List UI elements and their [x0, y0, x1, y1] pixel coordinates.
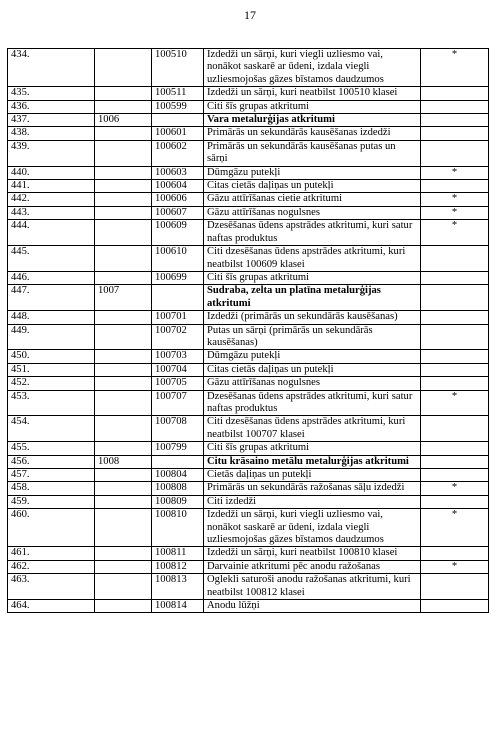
group-code-cell	[95, 246, 152, 272]
row-number-cell: 438.	[8, 127, 95, 140]
group-code-cell: 1008	[95, 455, 152, 468]
table-row	[8, 114, 489, 127]
hazard-mark-cell: *	[421, 390, 489, 416]
hazard-mark-cell	[421, 324, 489, 350]
waste-name-cell: Izdedži (primārās un sekundārās kausēšanas)	[204, 311, 421, 324]
waste-code-cell: 100811	[152, 547, 204, 560]
waste-code-cell: 100799	[152, 442, 204, 455]
row-number-cell: 451.	[8, 363, 95, 376]
waste-code-cell	[152, 455, 204, 468]
waste-code-cell: 100814	[152, 600, 204, 613]
waste-name-cell: Gāzu attīrīšanas nogulsnes	[204, 377, 421, 390]
hazard-mark-cell: *	[421, 220, 489, 246]
waste-name-cell: Primārās un sekundārās ražošanas sāļu izdedži	[204, 482, 421, 495]
table-row	[8, 509, 489, 547]
hazard-mark-cell	[421, 140, 489, 166]
group-code-cell	[95, 166, 152, 179]
group-code-cell	[95, 377, 152, 390]
row-number-cell: 462.	[8, 560, 95, 573]
row-number-cell: 434.	[8, 49, 95, 87]
hazard-mark-cell	[421, 469, 489, 482]
waste-code-cell: 100510	[152, 49, 204, 87]
row-number-cell: 463.	[8, 574, 95, 600]
hazard-mark-cell	[421, 246, 489, 272]
waste-name-cell: Sudraba, zelta un platīna metalurģijas atkritumi	[204, 285, 421, 311]
group-code-cell	[95, 220, 152, 246]
waste-code-cell	[152, 285, 204, 311]
waste-name-cell: Vara metalurģijas atkritumi	[204, 114, 421, 127]
table-row	[8, 442, 489, 455]
hazard-mark-cell	[421, 350, 489, 363]
waste-code-cell: 100606	[152, 193, 204, 206]
group-code-cell	[95, 100, 152, 113]
group-code-cell	[95, 495, 152, 508]
hazard-mark-cell	[421, 600, 489, 613]
table-row	[8, 87, 489, 100]
row-number-cell: 444.	[8, 220, 95, 246]
group-code-cell	[95, 180, 152, 193]
table-row	[8, 600, 489, 613]
waste-name-cell: Oglekli saturoši anodu ražošanas atkritumi, kuri neatbilst 100812 klasei	[204, 574, 421, 600]
group-code-cell	[95, 482, 152, 495]
table-row	[8, 127, 489, 140]
table-row	[8, 390, 489, 416]
waste-name-cell: Citi šīs grupas atkritumi	[204, 271, 421, 284]
waste-code-cell: 100602	[152, 140, 204, 166]
waste-name-cell: Dūmgāzu putekļi	[204, 350, 421, 363]
hazard-mark-cell	[421, 547, 489, 560]
hazard-mark-cell	[421, 377, 489, 390]
table-row	[8, 455, 489, 468]
group-code-cell: 1007	[95, 285, 152, 311]
hazard-mark-cell	[421, 495, 489, 508]
hazard-mark-cell	[421, 100, 489, 113]
waste-code-cell: 100705	[152, 377, 204, 390]
waste-code-cell: 100607	[152, 206, 204, 219]
row-number-cell: 450.	[8, 350, 95, 363]
waste-name-cell: Citu krāsaino metālu metalurģijas atkritumi	[204, 455, 421, 468]
table-body	[8, 49, 489, 613]
group-code-cell	[95, 469, 152, 482]
waste-name-cell: Citi dzesēšanas ūdens apstrādes atkritumi, kuri neatbilst 100609 klasei	[204, 246, 421, 272]
hazard-mark-cell	[421, 285, 489, 311]
waste-name-cell: Izdedži un sārņi, kuri viegli uzliesmo vai, nonākot saskarē ar ūdeni, izdala viegli uzliesmojošas gāzes bīstamos daudzumos	[204, 49, 421, 87]
hazard-mark-cell	[421, 455, 489, 468]
table-row	[8, 547, 489, 560]
waste-code-cell: 100601	[152, 127, 204, 140]
group-code-cell	[95, 324, 152, 350]
hazard-mark-cell	[421, 442, 489, 455]
hazard-mark-cell: *	[421, 482, 489, 495]
row-number-cell: 457.	[8, 469, 95, 482]
waste-name-cell: Izdedži un sārņi, kuri neatbilst 100810 klasei	[204, 547, 421, 560]
table-row	[8, 560, 489, 573]
waste-name-cell: Citas cietās daļiņas un putekļi	[204, 363, 421, 376]
row-number-cell: 452.	[8, 377, 95, 390]
group-code-cell	[95, 49, 152, 87]
group-code-cell	[95, 574, 152, 600]
waste-code-cell: 100809	[152, 495, 204, 508]
hazard-mark-cell: *	[421, 509, 489, 547]
row-number-cell: 435.	[8, 87, 95, 100]
table-row	[8, 206, 489, 219]
table-row	[8, 469, 489, 482]
group-code-cell	[95, 363, 152, 376]
waste-code-cell	[152, 114, 204, 127]
hazard-mark-cell	[421, 416, 489, 442]
waste-name-cell: Primārās un sekundārās kausēšanas izdedži	[204, 127, 421, 140]
group-code-cell	[95, 206, 152, 219]
waste-name-cell: Dūmgāzu putekļi	[204, 166, 421, 179]
waste-name-cell: Dzesēšanas ūdens apstrādes atkritumi, kuri satur naftas produktus	[204, 390, 421, 416]
hazard-mark-cell: *	[421, 193, 489, 206]
waste-code-cell: 100808	[152, 482, 204, 495]
row-number-cell: 455.	[8, 442, 95, 455]
table-row	[8, 100, 489, 113]
waste-name-cell: Citas cietās daļiņas un putekļi	[204, 180, 421, 193]
hazard-mark-cell	[421, 127, 489, 140]
table-row	[8, 140, 489, 166]
hazard-mark-cell	[421, 574, 489, 600]
waste-classification-table	[7, 48, 489, 613]
table-row	[8, 324, 489, 350]
row-number-cell: 442.	[8, 193, 95, 206]
waste-name-cell: Cietās daļiņas un putekļi	[204, 469, 421, 482]
waste-code-cell: 100810	[152, 509, 204, 547]
group-code-cell	[95, 350, 152, 363]
hazard-mark-cell: *	[421, 206, 489, 219]
row-number-cell: 464.	[8, 600, 95, 613]
waste-code-cell: 100610	[152, 246, 204, 272]
row-number-cell: 453.	[8, 390, 95, 416]
hazard-mark-cell: *	[421, 166, 489, 179]
waste-name-cell: Izdedži un sārņi, kuri neatbilst 100510 klasei	[204, 87, 421, 100]
group-code-cell	[95, 193, 152, 206]
waste-name-cell: Primārās un sekundārās kausēšanas putas un sārņi	[204, 140, 421, 166]
table-row	[8, 246, 489, 272]
table-row	[8, 311, 489, 324]
waste-code-cell: 100703	[152, 350, 204, 363]
row-number-cell: 454.	[8, 416, 95, 442]
row-number-cell: 459.	[8, 495, 95, 508]
row-number-cell: 449.	[8, 324, 95, 350]
waste-code-cell: 100511	[152, 87, 204, 100]
group-code-cell	[95, 311, 152, 324]
waste-code-cell: 100804	[152, 469, 204, 482]
group-code-cell	[95, 416, 152, 442]
row-number-cell: 437.	[8, 114, 95, 127]
waste-name-cell: Gāzu attīrīšanas nogulsnes	[204, 206, 421, 219]
row-number-cell: 445.	[8, 246, 95, 272]
hazard-mark-cell	[421, 87, 489, 100]
row-number-cell: 446.	[8, 271, 95, 284]
group-code-cell	[95, 600, 152, 613]
waste-name-cell: Putas un sārņi (primārās un sekundārās kausēšanas)	[204, 324, 421, 350]
group-code-cell	[95, 560, 152, 573]
table-row	[8, 574, 489, 600]
table-row	[8, 285, 489, 311]
table-row	[8, 166, 489, 179]
row-number-cell: 460.	[8, 509, 95, 547]
group-code-cell	[95, 127, 152, 140]
row-number-cell: 461.	[8, 547, 95, 560]
row-number-cell: 440.	[8, 166, 95, 179]
row-number-cell: 448.	[8, 311, 95, 324]
waste-name-cell: Gāzu attīrīšanas cietie atkritumi	[204, 193, 421, 206]
table-row	[8, 377, 489, 390]
waste-code-cell: 100813	[152, 574, 204, 600]
waste-code-cell: 100812	[152, 560, 204, 573]
waste-code-cell: 100708	[152, 416, 204, 442]
group-code-cell: 1006	[95, 114, 152, 127]
waste-code-cell: 100707	[152, 390, 204, 416]
group-code-cell	[95, 390, 152, 416]
waste-name-cell: Citi šīs grupas atkritumi	[204, 100, 421, 113]
waste-name-cell: Anodu lūžņi	[204, 600, 421, 613]
waste-name-cell: Citi šīs grupas atkritumi	[204, 442, 421, 455]
waste-name-cell: Dzesēšanas ūdens apstrādes atkritumi, kuri satur naftas produktus	[204, 220, 421, 246]
row-number-cell: 441.	[8, 180, 95, 193]
waste-code-cell: 100701	[152, 311, 204, 324]
row-number-cell: 439.	[8, 140, 95, 166]
waste-code-cell: 100704	[152, 363, 204, 376]
table-row	[8, 482, 489, 495]
group-code-cell	[95, 140, 152, 166]
hazard-mark-cell	[421, 180, 489, 193]
table-row	[8, 49, 489, 87]
waste-code-cell: 100603	[152, 166, 204, 179]
group-code-cell	[95, 271, 152, 284]
table-row	[8, 180, 489, 193]
group-code-cell	[95, 87, 152, 100]
table-row	[8, 271, 489, 284]
group-code-cell	[95, 509, 152, 547]
hazard-mark-cell	[421, 114, 489, 127]
waste-name-cell: Darvainie atkritumi pēc anodu ražošanas	[204, 560, 421, 573]
row-number-cell: 458.	[8, 482, 95, 495]
waste-code-cell: 100604	[152, 180, 204, 193]
waste-name-cell: Izdedži un sārņi, kuri viegli uzliesmo vai, nonākot saskarē ar ūdeni, izdala viegli uzliesmojošas gāzes bīstamos daudzumos	[204, 509, 421, 547]
hazard-mark-cell	[421, 363, 489, 376]
hazard-mark-cell	[421, 311, 489, 324]
row-number-cell: 456.	[8, 455, 95, 468]
waste-name-cell: Citi izdedži	[204, 495, 421, 508]
waste-code-cell: 100609	[152, 220, 204, 246]
row-number-cell: 436.	[8, 100, 95, 113]
table-row	[8, 416, 489, 442]
table-row	[8, 495, 489, 508]
table-row	[8, 220, 489, 246]
hazard-mark-cell: *	[421, 560, 489, 573]
hazard-mark-cell	[421, 271, 489, 284]
group-code-cell	[95, 547, 152, 560]
row-number-cell: 443.	[8, 206, 95, 219]
waste-code-cell: 100599	[152, 100, 204, 113]
hazard-mark-cell: *	[421, 49, 489, 87]
table-row	[8, 193, 489, 206]
table-row	[8, 363, 489, 376]
waste-code-cell: 100699	[152, 271, 204, 284]
group-code-cell	[95, 442, 152, 455]
waste-code-cell: 100702	[152, 324, 204, 350]
table-row	[8, 350, 489, 363]
page-number: 17	[244, 8, 256, 22]
waste-name-cell: Citi dzesēšanas ūdens apstrādes atkritumi, kuri neatbilst 100707 klasei	[204, 416, 421, 442]
row-number-cell: 447.	[8, 285, 95, 311]
